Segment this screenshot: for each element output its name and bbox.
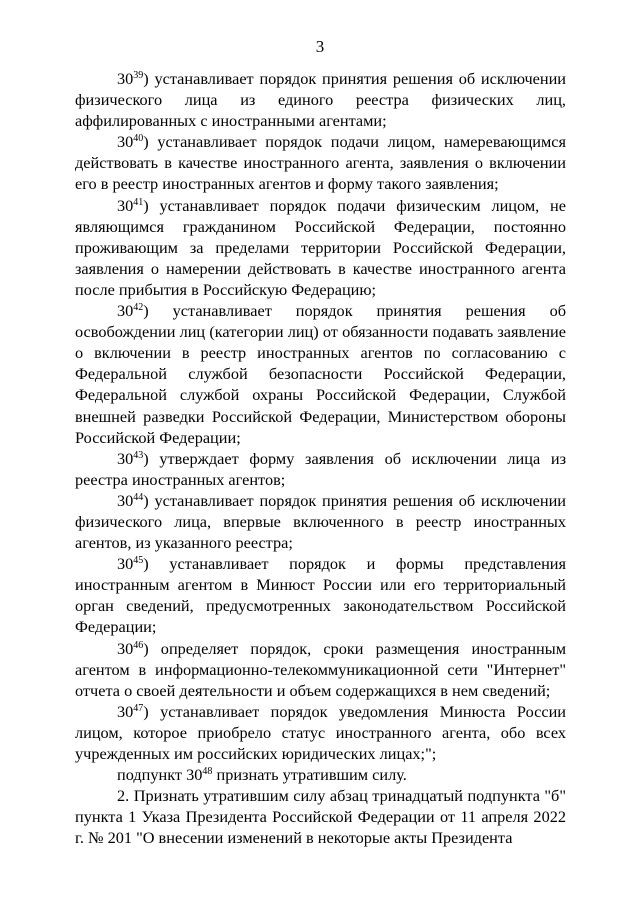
item-text: ) устанавливает порядок и формы представления иностранным агентом в Минюст России или его территориальный орган сведений, предусмотренных законодательством Российской Федерации; xyxy=(75,554,566,637)
item-number: $30^{40}$ xyxy=(117,132,144,152)
item-superscript: 44 xyxy=(133,491,144,503)
list-item xyxy=(75,490,566,553)
list-item xyxy=(75,195,566,300)
item-number: $30^{46}$ xyxy=(117,638,144,658)
repeal-suffix: признать утратившим силу. xyxy=(212,765,407,785)
item-superscript: 45 xyxy=(133,555,144,567)
item-text: ) устанавливает порядок уведомления Минюста России лицом, которое приобрело статус иностранного агента, обо всех учрежденных им российских юридических лицах;"; xyxy=(75,701,566,763)
item-superscript: 41 xyxy=(133,196,144,208)
item-number: $30^{39}$ xyxy=(117,69,144,88)
item-superscript: 39 xyxy=(133,70,144,81)
item-text: ) устанавливает порядок подачи физическим лицом, не являющимся гражданином Российской Федерации, постоянно проживающим за пределами территории Российской Федерации, заявления о намерении действовать в качестве иностранного агента после прибытия в Российскую Федерацию; xyxy=(75,195,566,299)
item-superscript: 40 xyxy=(133,133,144,145)
item-number: $30^{43}$ xyxy=(117,448,144,468)
list-item xyxy=(75,300,566,448)
repeal-paragraph xyxy=(75,764,566,785)
item-superscript: 42 xyxy=(133,302,144,314)
list-item xyxy=(75,553,566,637)
item-number: $30^{44}$ xyxy=(117,490,144,510)
list-item xyxy=(75,638,566,701)
list-item xyxy=(75,68,566,131)
item-number: $30^{42}$ xyxy=(117,301,144,321)
item-superscript: 43 xyxy=(133,449,144,461)
list-item xyxy=(75,131,566,194)
list-item xyxy=(75,701,566,764)
item-number: $30^{41}$ xyxy=(117,195,144,215)
item-superscript: 47 xyxy=(133,702,144,714)
item-superscript: 46 xyxy=(133,639,144,651)
item-text: ) устанавливает порядок принятия решения об исключении физического лица из единого реестра физических лиц, аффилированных с иностранными агентами; xyxy=(75,69,566,131)
item-2-paragraph: 2. Признать утратившим силу абзац тринадцатый подпункта "б" пункта 1 Указа Президента Российской Федерации от 11 апреля 2022 г. № 201 "О внесении изменений в некоторые акты Президента xyxy=(75,786,566,848)
item-text: ) утверждает форму заявления об исключении лица из реестра иностранных агентов; xyxy=(75,448,566,489)
item-text: ) устанавливает порядок принятия решения об исключении физического лица, впервые включенного в реестр иностранных агентов, из указанного реестра; xyxy=(75,490,566,553)
item-text: ) устанавливает порядок принятия решения об освобождении лиц (категории лиц) от обязанности подавать заявление о включении в реестр иностранных агентов по согласованию с Федеральной службой безопасности Российской Федерации, Федеральной службой охраны Российской Федерации, Службой внешней разведки Российской Федерации, Министерством обороны Российской Федерации; xyxy=(75,301,566,447)
repeal-superscript: 48 xyxy=(202,766,213,778)
page-number: 3 xyxy=(315,37,325,56)
item-number: $30^{45}$ xyxy=(117,554,144,574)
repeal-prefix: подпункт 30 xyxy=(117,765,203,785)
item-number: $30^{47}$ xyxy=(117,701,144,721)
list-item xyxy=(75,448,566,490)
document-body xyxy=(75,68,566,848)
item-text: ) устанавливает порядок подачи лицом, намеревающимся действовать в качестве иностранного агента, заявления о включении его в реестр иностранных агентов и форму такого заявления; xyxy=(75,132,566,194)
item-text: ) определяет порядок, сроки размещения иностранным агентом в информационно-телекоммуникационной сети "Интернет" отчета о своей деятельности и объем содержащихся в нем сведений; xyxy=(75,638,566,700)
